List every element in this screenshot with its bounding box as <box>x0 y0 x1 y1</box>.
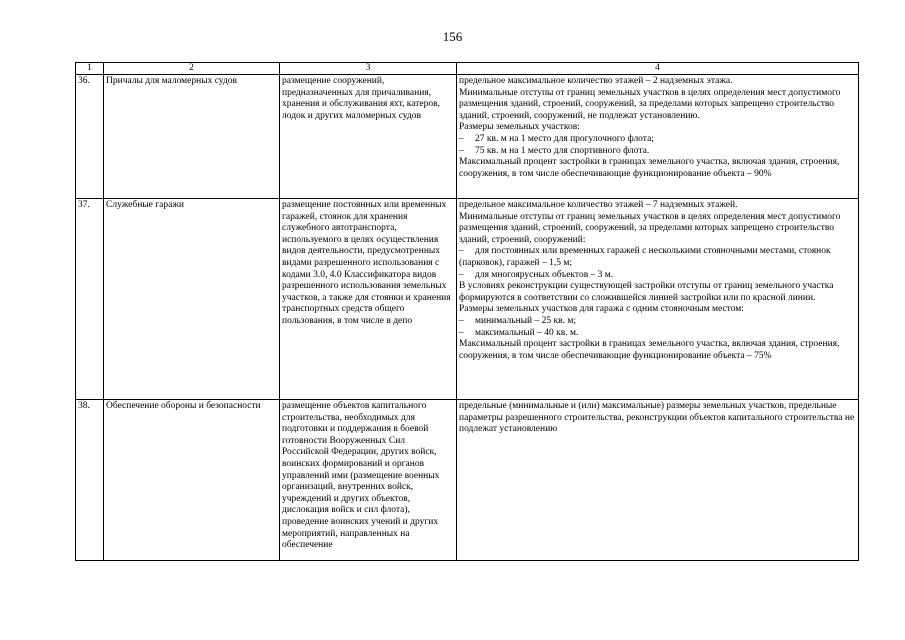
row-number: 36. <box>76 75 104 199</box>
param-dash-text: 75 кв. м на 1 место для спортивного флота. <box>475 145 650 156</box>
param-line: Максимальный процент застройки в границах земельного участка, включая здания, строения, сооружения, в том числе обеспечивающие функционирование объекта – 90% <box>459 157 840 179</box>
param-dash-item <box>459 134 856 146</box>
param-dash-text: минимальный – 25 кв. м; <box>475 315 577 326</box>
param-dash-text: для постоянных или временных гаражей с несколькими стояночными местами, стоянок (парковок), гаражей – 1,5 м; <box>459 246 831 268</box>
row-number: 38. <box>76 400 104 561</box>
param-dash-text: 27 кв. м на 1 место для прогулочного флота; <box>475 133 654 144</box>
use-description: размещение постоянных или временных гаражей, стоянок для хранения служебного автотранспорта, используемого в целях осуществления видов деятельности, предусмотренных видами разрешенного использования с кодами 3.0, 4.0 Классификатора видов разрешенного использования земельных участков, а также для стоянки и хранения транспортных средств общего пользования, в том числе в депо <box>280 199 457 400</box>
param-dash-item <box>459 146 856 158</box>
use-type-name: Обеспечение обороны и безопасности <box>104 400 280 561</box>
table-row <box>76 400 859 561</box>
header-row <box>76 63 859 75</box>
table-row <box>76 199 859 400</box>
header-col-2: 2 <box>104 63 280 75</box>
parameters-cell <box>457 199 859 400</box>
dash-marker: – <box>459 327 464 338</box>
param-dash-text: максимальный – 40 кв. м. <box>475 327 579 338</box>
parameters-cell <box>457 75 859 199</box>
dash-marker: – <box>459 246 464 257</box>
page-number: 156 <box>442 29 463 44</box>
param-line: Максимальный процент застройки в границах земельного участка, включая здания, строения, сооружения, в том числе обеспечивающие функционирование объекта – 75% <box>459 339 840 361</box>
zoning-table <box>75 62 859 561</box>
dash-marker: – <box>459 145 464 156</box>
header-col-3: 3 <box>280 63 457 75</box>
dash-marker: – <box>459 133 464 144</box>
row-number: 37. <box>76 199 104 400</box>
param-line: Минимальные отступы от границ земельных участков в целях определения мест допустимого размещения зданий, строений, сооружений, за пределами которых запрещено строительство зданий, строений, сооружений, не подлежат установлению. <box>459 87 841 121</box>
parameters-cell <box>457 400 859 561</box>
dash-marker: – <box>459 315 464 326</box>
dash-marker: – <box>459 269 464 280</box>
param-dash-item <box>459 328 856 340</box>
use-description: размещение объектов капитального строительства, необходимых для подготовки и поддержания в боевой готовности Вооруженных Сил Российской Федерации, других войск, воинских формирований и органов управлений ими (размещение военных организаций, внутренних войск, учреждений и других объектов, дислокация войск и сил флота), проведение воинских учений и других мероприятий, направленных на обеспечение <box>280 400 457 561</box>
param-line: предельное максимальное количество этажей – 7 надземных этажей. <box>459 200 738 210</box>
use-type-name: Причалы для маломерных судов <box>104 75 280 199</box>
header-col-4: 4 <box>457 63 859 75</box>
param-dash-text: для многоярусных объектов – 3 м. <box>475 269 614 280</box>
table-row <box>76 75 859 199</box>
param-line: предельные (минимальные и (или) максимальные) размеры земельных участков, предельные параметры разрешенного строительства, реконструкции объектов капитального строительства не подлежат установлению <box>459 401 855 435</box>
param-dash-item <box>459 246 856 269</box>
use-description: размещение сооружений, предназначенных для причаливания, хранения и обслуживания яхт, катеров, лодок и других маломерных судов <box>280 75 457 199</box>
param-dash-item <box>459 270 856 282</box>
param-dash-item <box>459 316 856 328</box>
param-line: Минимальные отступы от границ земельных участков в целях определения мест допустимого размещения зданий, строений, сооружений, за пределами которых запрещено строительство зданий, строений, сооружений: <box>459 211 841 245</box>
use-type-name: Служебные гаражи <box>104 199 280 400</box>
param-line: Размеры земельных участков: <box>459 122 580 133</box>
param-line: Размеры земельных участков для гаража с одним стояночным местом: <box>459 304 744 315</box>
param-line: предельное максимальное количество этажей – 2 надземных этажа. <box>459 76 733 86</box>
param-line: В условиях реконструкции существующей застройки отступы от границ земельного участка формируются в соответствии со сложившейся линией застройки или по красной линии. <box>459 281 834 303</box>
header-col-1: 1 <box>76 63 104 75</box>
